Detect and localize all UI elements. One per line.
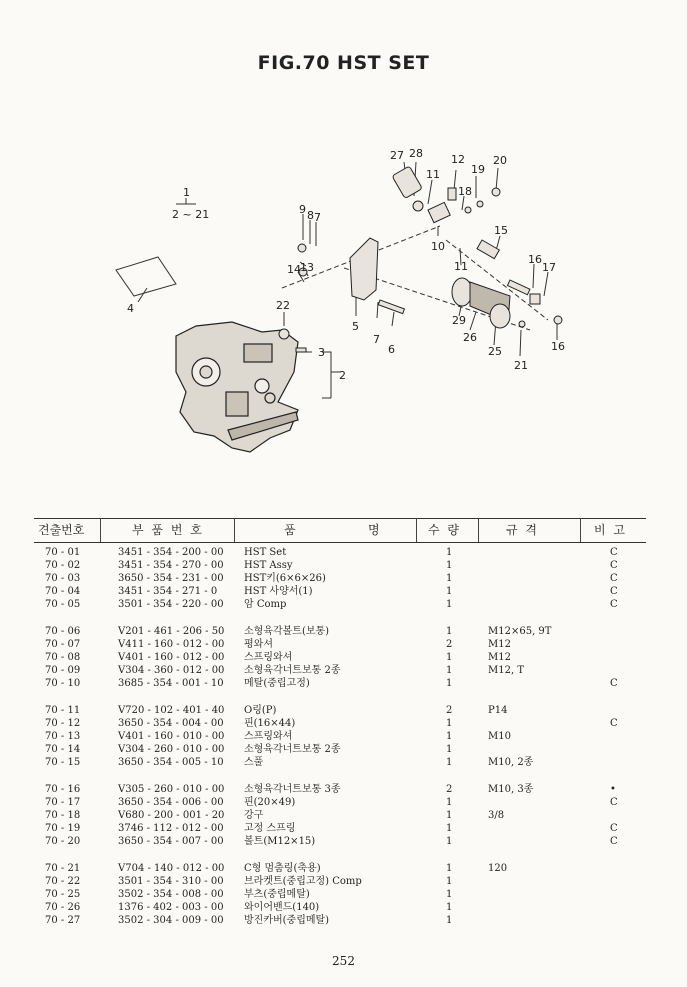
table-row: [0, 651, 687, 664]
callout-6: 6: [388, 343, 395, 356]
cell-spec: M12, T: [488, 665, 524, 676]
cell-name: 고정 스프링: [244, 823, 296, 834]
cell-qty: 1: [446, 757, 453, 768]
cell-qty: 1: [446, 718, 453, 729]
table-row: [0, 559, 687, 572]
callout-13: 13: [300, 261, 314, 274]
cell-no: 70 - 12: [45, 718, 81, 729]
cell-part: 3650 - 354 - 007 - 00: [118, 836, 224, 847]
cell-qty: 1: [446, 863, 453, 874]
table-row: [0, 572, 687, 585]
cell-qty: 1: [446, 797, 453, 808]
cell-name: 소형육각너트보통 2종: [244, 665, 341, 676]
cell-part: 3650 - 354 - 004 - 00: [118, 718, 224, 729]
cell-name: 브라켓트(중립고정) Comp: [244, 876, 362, 887]
table-row: [0, 677, 687, 690]
callout-3: 3: [318, 346, 325, 359]
cell-spec: M10, 2종: [488, 757, 534, 768]
cell-name: 스풀: [244, 757, 264, 768]
callout-28: 28: [409, 147, 423, 160]
cell-qty: 1: [446, 547, 453, 558]
cell-name: HST Set: [244, 547, 287, 558]
cell-qty: 2: [446, 784, 453, 795]
table-row: [0, 704, 687, 717]
cell-no: 70 - 01: [45, 547, 81, 558]
cell-no: 70 - 22: [45, 876, 81, 887]
cell-spec: P14: [488, 705, 508, 716]
cell-name: 스프링와셔: [244, 652, 293, 663]
cell-part: 3502 - 304 - 009 - 00: [118, 915, 224, 926]
cell-no: 70 - 20: [45, 836, 81, 847]
page-number: 252: [332, 954, 355, 968]
table-row: [0, 875, 687, 888]
table-row: [0, 783, 687, 796]
table-row: [0, 730, 687, 743]
cell-part: 3650 - 354 - 005 - 10: [118, 757, 224, 768]
cell-qty: 1: [446, 889, 453, 900]
table-row: [0, 796, 687, 809]
cell-spec: M12: [488, 652, 511, 663]
cell-remark: •: [610, 784, 616, 795]
table-row: [0, 664, 687, 677]
cell-spec: M10, 3종: [488, 784, 534, 795]
callout-15: 15: [494, 224, 508, 237]
cell-part: V411 - 160 - 012 - 00: [118, 639, 225, 650]
table-row: [0, 901, 687, 914]
callout-16-lower: 16: [551, 340, 565, 353]
cell-qty: 1: [446, 665, 453, 676]
cell-part: V704 - 140 - 012 - 00: [118, 863, 225, 874]
cell-name: 볼트(M12×15): [244, 836, 316, 847]
cell-remark: C: [610, 599, 618, 610]
cell-name: 암 Comp: [244, 599, 287, 610]
cell-no: 70 - 07: [45, 639, 81, 650]
cell-no: 70 - 16: [45, 784, 81, 795]
callout-19: 19: [471, 163, 485, 176]
cell-part: 3746 - 112 - 012 - 00: [118, 823, 224, 834]
cell-no: 70 - 05: [45, 599, 81, 610]
cell-part: 3451 - 354 - 270 - 00: [118, 560, 224, 571]
callout-1: 1: [183, 186, 190, 199]
cell-part: 3451 - 354 - 200 - 00: [118, 547, 224, 558]
cell-no: 70 - 15: [45, 757, 81, 768]
cell-no: 70 - 17: [45, 797, 81, 808]
cell-no: 70 - 21: [45, 863, 81, 874]
callout-21: 21: [514, 359, 528, 372]
callout-7-lower: 7: [373, 333, 380, 346]
cell-no: 70 - 18: [45, 810, 81, 821]
callout-11-upper: 11: [426, 168, 440, 181]
cell-remark: C: [610, 586, 618, 597]
table-row: [0, 756, 687, 769]
cell-part: V401 - 160 - 010 - 00: [118, 731, 225, 742]
cell-name: HST Assy: [244, 560, 293, 571]
cell-spec: 120: [488, 863, 508, 874]
cell-remark: C: [610, 573, 618, 584]
cell-name: HST 사양서(1): [244, 586, 313, 597]
callout-18: 18: [458, 185, 472, 198]
cell-name: 스프링와셔: [244, 731, 293, 742]
callout-5: 5: [352, 320, 359, 333]
cell-no: 70 - 13: [45, 731, 81, 742]
table-row: [0, 822, 687, 835]
cell-remark: C: [610, 823, 618, 834]
cell-spec: M10: [488, 731, 511, 742]
table-row: [0, 888, 687, 901]
cell-part: 1376 - 402 - 003 - 00: [118, 902, 224, 913]
cell-part: 3501 - 354 - 310 - 00: [118, 876, 224, 887]
cell-qty: 1: [446, 573, 453, 584]
cell-qty: 1: [446, 915, 453, 926]
callout-4: 4: [127, 302, 134, 315]
cell-name: C형 멈춤링(축용): [244, 863, 321, 874]
cell-qty: 1: [446, 823, 453, 834]
cell-remark: C: [610, 797, 618, 808]
callout-17: 17: [542, 261, 556, 274]
cell-remark: C: [610, 678, 618, 689]
cell-no: 70 - 19: [45, 823, 81, 834]
header-part-no: 부 품 번 호: [132, 523, 204, 537]
cell-no: 70 - 26: [45, 902, 81, 913]
cell-name: 핀(16×44): [244, 718, 296, 729]
cell-part: 3502 - 354 - 008 - 00: [118, 889, 224, 900]
cell-qty: 1: [446, 876, 453, 887]
table-row: [0, 717, 687, 730]
table-row: [0, 546, 687, 559]
table-header: [34, 518, 646, 542]
cell-name: HST키(6×6×26): [244, 573, 326, 584]
table-row: [0, 914, 687, 927]
cell-part: 3501 - 354 - 220 - 00: [118, 599, 224, 610]
cell-name: 강구: [244, 810, 264, 821]
cell-no: 70 - 10: [45, 678, 81, 689]
callout-7-upper: 7: [314, 211, 321, 224]
cell-no: 70 - 06: [45, 626, 81, 637]
cell-qty: 2: [446, 639, 453, 650]
cell-no: 70 - 03: [45, 573, 81, 584]
cell-name: 메탈(중립고정): [244, 678, 310, 689]
cell-part: V201 - 461 - 206 - 50: [118, 626, 225, 637]
header-spec: 규 격: [506, 523, 539, 537]
table-row: [0, 625, 687, 638]
cell-qty: 1: [446, 836, 453, 847]
cell-name: 소형육각볼트(보통): [244, 626, 330, 637]
cell-no: 70 - 02: [45, 560, 81, 571]
header-ref-no: 견출번호: [38, 523, 85, 537]
cell-no: 70 - 25: [45, 889, 81, 900]
cell-qty: 1: [446, 560, 453, 571]
cell-spec: M12: [488, 639, 511, 650]
cell-qty: 1: [446, 586, 453, 597]
table-header-rule: [34, 542, 646, 543]
cell-name: 소형육각너트보통 2종: [244, 744, 341, 755]
cell-part: 3650 - 354 - 006 - 00: [118, 797, 224, 808]
cell-no: 70 - 27: [45, 915, 81, 926]
cell-no: 70 - 11: [45, 705, 81, 716]
cell-part: V720 - 102 - 401 - 40: [118, 705, 225, 716]
cell-no: 70 - 08: [45, 652, 81, 663]
cell-no: 70 - 09: [45, 665, 81, 676]
callout-9: 9: [299, 203, 306, 216]
cell-part: 3650 - 354 - 231 - 00: [118, 573, 224, 584]
table-row: [0, 743, 687, 756]
cell-remark: C: [610, 560, 618, 571]
callout-8: 8: [307, 209, 314, 222]
cell-remark: C: [610, 836, 618, 847]
cell-spec: 3/8: [488, 810, 505, 821]
cell-name: 소형육각너트보통 3종: [244, 784, 341, 795]
cell-part: V401 - 160 - 012 - 00: [118, 652, 225, 663]
cell-qty: 1: [446, 678, 453, 689]
callout-26: 26: [463, 331, 477, 344]
callout-2: 2: [339, 369, 346, 382]
cell-qty: 1: [446, 810, 453, 821]
table-row: [0, 835, 687, 848]
cell-remark: C: [610, 718, 618, 729]
cell-part: 3685 - 354 - 001 - 10: [118, 678, 224, 689]
cell-qty: 1: [446, 599, 453, 610]
cell-part: 3451 - 354 - 271 - 0: [118, 586, 218, 597]
callout-14: 14: [287, 263, 301, 276]
cell-spec: M12×65, 9T: [488, 626, 552, 637]
callout-16-upper: 16: [528, 253, 542, 266]
cell-name: 부츠(중립메탈): [244, 889, 310, 900]
header-qty: 수 량: [428, 523, 461, 537]
cell-part: V305 - 260 - 010 - 00: [118, 784, 225, 795]
cell-qty: 2: [446, 705, 453, 716]
figure-title: FIG.70 HST SET: [257, 52, 430, 74]
callout-25: 25: [488, 345, 502, 358]
cell-remark: C: [610, 547, 618, 558]
header-name-a: 품: [284, 523, 298, 537]
callout-22: 22: [276, 299, 290, 312]
cell-no: 70 - 04: [45, 586, 81, 597]
cell-qty: 1: [446, 744, 453, 755]
table-row: [0, 585, 687, 598]
cell-name: 와이어밴드(140): [244, 902, 320, 913]
header-name-b: 명: [368, 523, 382, 537]
cell-name: 핀(20×49): [244, 797, 296, 808]
cell-part: V304 - 260 - 010 - 00: [118, 744, 225, 755]
cell-no: 70 - 14: [45, 744, 81, 755]
callout-2-21: 2 ~ 21: [172, 208, 210, 221]
cell-qty: 1: [446, 652, 453, 663]
table-row: [0, 638, 687, 651]
callout-27: 27: [390, 149, 404, 162]
table-row: [0, 862, 687, 875]
cell-name: 방진카버(중립메탈): [244, 915, 330, 926]
callout-20: 20: [493, 154, 507, 167]
cell-qty: 1: [446, 626, 453, 637]
table-row: [0, 598, 687, 611]
cell-qty: 1: [446, 731, 453, 742]
header-remark: 비 고: [594, 523, 627, 537]
table-row: [0, 809, 687, 822]
cell-part: V304 - 360 - 012 - 00: [118, 665, 225, 676]
callout-11-lower: 11: [454, 260, 468, 273]
cell-name: 평와셔: [244, 639, 273, 650]
callout-10: 10: [431, 240, 445, 253]
cell-qty: 1: [446, 902, 453, 913]
cell-name: O링(P): [244, 705, 277, 716]
callout-29: 29: [452, 314, 466, 327]
cell-part: V680 - 200 - 001 - 20: [118, 810, 225, 821]
callout-12: 12: [451, 153, 465, 166]
